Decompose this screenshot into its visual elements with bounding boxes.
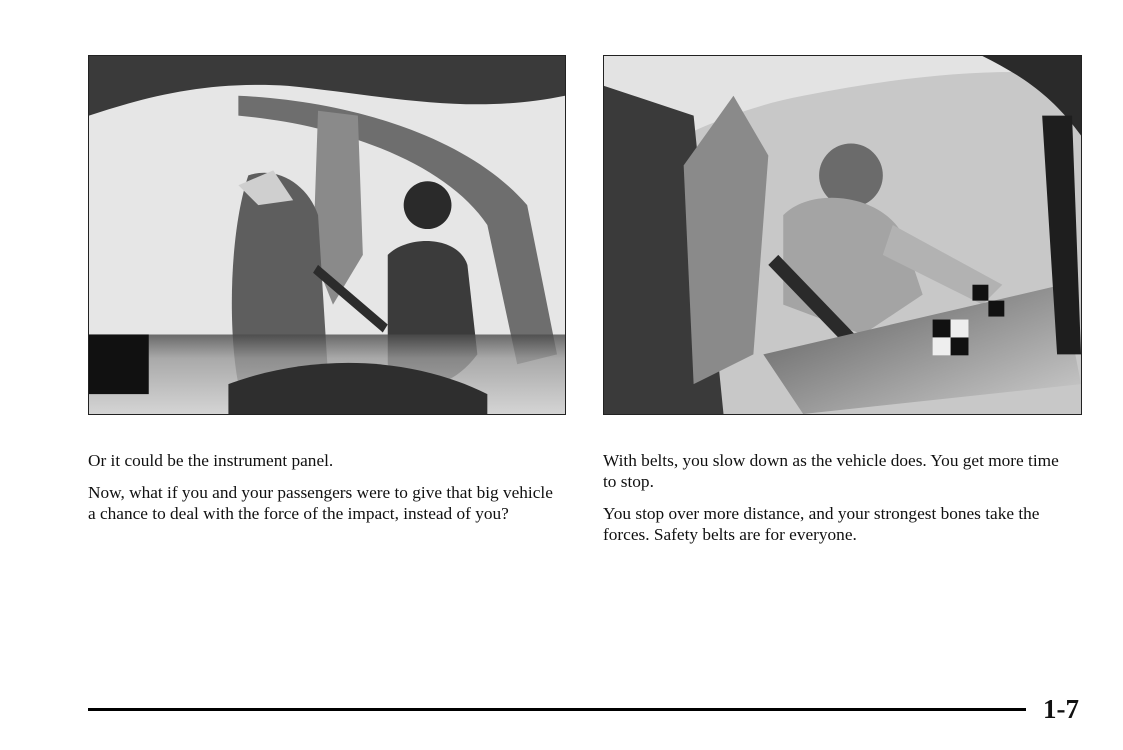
crash-test-photo-right xyxy=(603,55,1082,415)
footer-rule xyxy=(88,708,1026,711)
page-number: 1-7 xyxy=(1043,694,1079,724)
right-text-column xyxy=(603,450,1073,556)
crash-test-photo-left xyxy=(88,55,566,415)
crash-test-illustration-left xyxy=(89,56,565,414)
left-text-column xyxy=(88,450,558,535)
paragraph: Now, what if you and your passengers were to give that big vehicle a chance to deal with the force of the impact, instead of you? xyxy=(88,483,553,523)
paragraph: With belts, you slow down as the vehicle does. You get more time to stop. xyxy=(603,451,1059,491)
paragraph: Or it could be the instrument panel. xyxy=(88,451,334,470)
paragraph: You stop over more distance, and your strongest bones take the forces. Safety belts are for everyone. xyxy=(603,504,1040,544)
crash-test-illustration-right xyxy=(604,56,1081,414)
